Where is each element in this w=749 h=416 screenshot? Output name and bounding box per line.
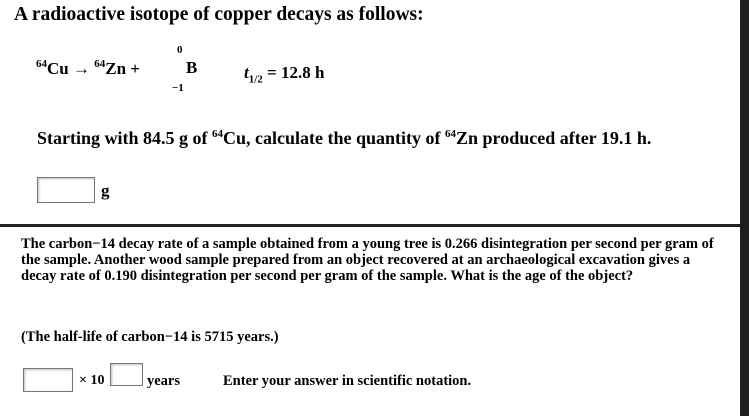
beta-mass-number: 0 — [177, 44, 183, 56]
zn-mass-input[interactable] — [37, 177, 95, 203]
scientific-notation-instruction: Enter your answer in scientific notation. — [223, 373, 472, 389]
prompt-mass-1: 64 — [212, 128, 223, 140]
question1-prompt — [37, 128, 651, 149]
half-life-note: (The half-life of carbon−14 is 5715 years.) — [21, 329, 279, 345]
prompt-mass-2: 64 — [445, 128, 456, 140]
times-ten-label: × 10 — [79, 373, 105, 388]
half-life-value: = 12.8 h — [267, 63, 325, 82]
beta-charge: −1 — [172, 82, 184, 94]
mantissa-input[interactable] — [23, 368, 73, 392]
product-symbol: Zn + — [105, 59, 140, 78]
product-mass-number: 64 — [94, 58, 106, 70]
prompt-text-3: Zn produced after 19.1 h. — [456, 128, 652, 148]
reaction-arrow: → — [72, 59, 90, 78]
half-life-symbol: t — [244, 63, 249, 82]
prompt-text-1: Starting with 84.5 g of — [37, 128, 212, 148]
reactant-symbol: Cu — [47, 59, 69, 78]
exponent-input[interactable] — [110, 363, 143, 386]
section-divider — [0, 224, 740, 227]
prompt-text-2: Cu, calculate the quantity of — [223, 128, 445, 148]
grams-unit: g — [101, 181, 110, 200]
half-life — [244, 63, 324, 85]
decay-equation — [36, 58, 140, 79]
beta-symbol: B — [186, 58, 198, 77]
reactant-mass-number: 64 — [36, 58, 47, 70]
question2-text: The carbon−14 decay rate of a sample obtained from a young tree is 0.266 disintegration per second per gram of the sample. Another wood sample prepared from an object recovered at an archaeological excavation gives a decay rate of 0.190 disintegration per second per gram of the sample. What is the age of the object? — [21, 236, 714, 284]
years-unit: years — [147, 373, 181, 389]
question1-title: A radioactive isotope of copper decays as follows: — [14, 4, 424, 25]
half-life-subscript: 1/2 — [248, 73, 263, 86]
